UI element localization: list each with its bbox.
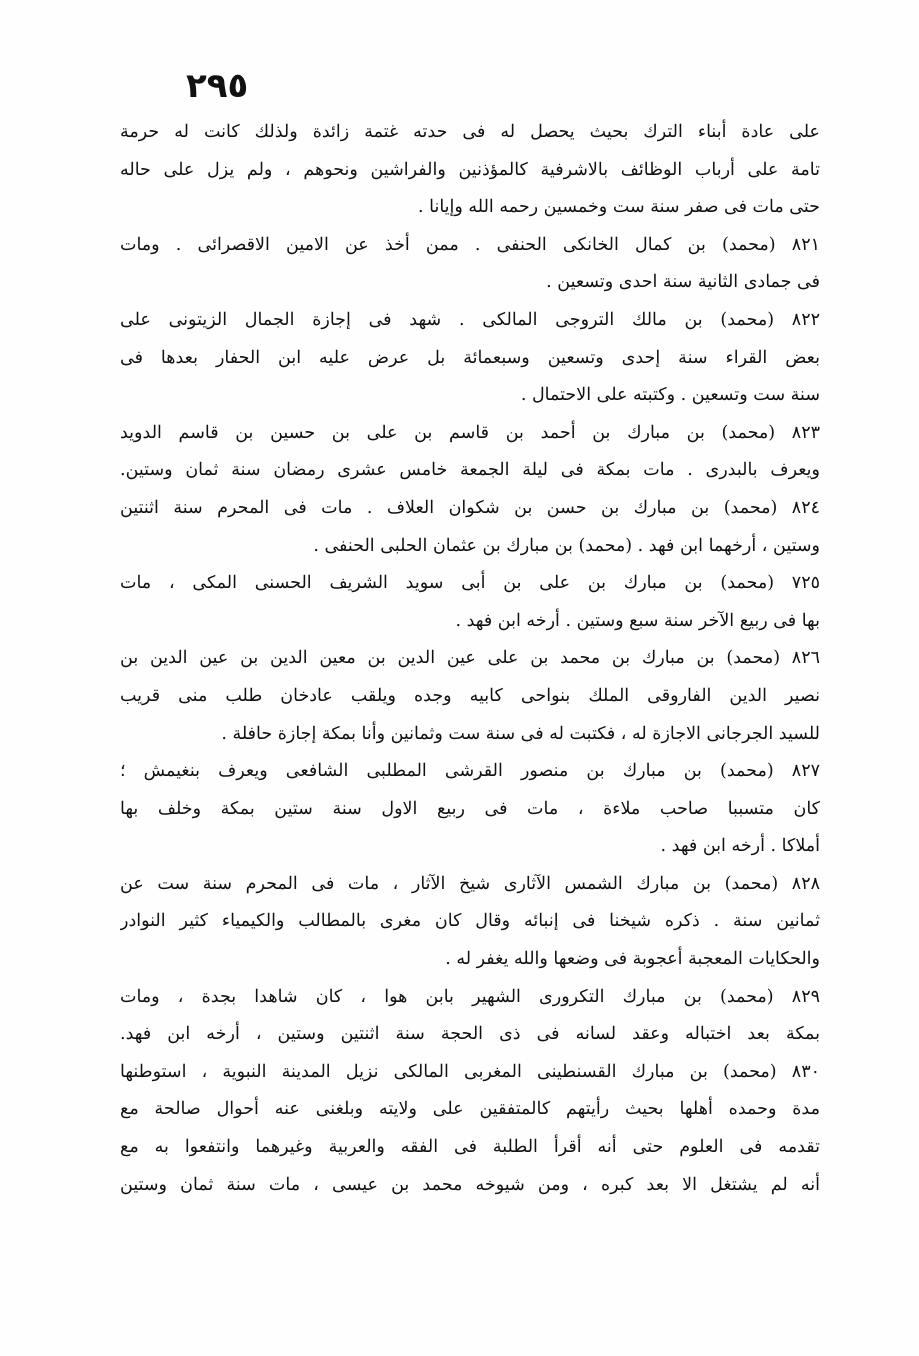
text-line: ٨٢٧ (محمد) بن مبارك بن منصور القرشى المطلبى الشافعى ويعرف بنغيمش ؛ <box>120 761 820 782</box>
text-line: ٨٢٦ (محمد) بن مبارك بن محمد بن على عين الدين بن معين الدين بن عين الدين بن <box>120 648 820 669</box>
text-line: على عادة أبناء الترك بحيث يحصل له فى حدته غتمة زائدة ولذلك كانت له حرمة <box>120 122 820 142</box>
text-line: حتى مات فى صفر سنة ست وخمسين رحمه الله وإيانا . <box>417 197 820 218</box>
text-line: نصير الدين الفاروقى الملك بنواحى كابيه وجده ويلقب عادخان طلب منى قريب <box>120 685 820 706</box>
text-line: تقدمه فى العلوم حتى أنه أقرأ الطلبة فى الفقه والعربية وغيرهما وانتفعوا به مع <box>120 1137 820 1158</box>
text-line: سنة ست وتسعين . وكتبته على الاحتمال . <box>520 385 820 406</box>
text-line: فى جمادى الثانية سنة احدى وتسعين . <box>546 272 820 293</box>
text-line: بمكة بعد اختباله وعقد لسانه فى ذى الحجة سنة اثنتين وستين ، أرخه ابن فهد. <box>120 1024 820 1045</box>
text-line: ٨٢٣ (محمد) بن مبارك بن أحمد بن قاسم بن على بن حسين بن قاسم الدويد <box>120 422 820 443</box>
text-line: كان متسببا صاحب ملاءة ، مات فى ربيع الاول سنة ستين بمكة وخلف بها <box>120 798 820 819</box>
text-line: للسيد الجرجانى الاجازة له ، فكتبت له فى سنة ست وثمانين وأنا بمكة إجازة حافلة . <box>221 723 820 744</box>
text-line: ٧٢٥ (محمد) بن مبارك بن على بن أبى سويد الشريف الحسنى المكى ، مات <box>120 573 820 594</box>
text-line: ٨٣٠ (محمد) بن مبارك القسنطينى المغربى المالكى نزيل المدينة النبوية ، استوطنها <box>120 1061 820 1082</box>
text-line: مدة وحمده أهلها بحيث رأيتهم كالمتفقين على ولايته وبلغنى عنه أحوال صالحة مع <box>120 1099 820 1120</box>
page-number: ٢٩٥ <box>186 66 249 106</box>
text-line: وستين ، أرخهما ابن فهد . (محمد) بن مبارك بن عثمان الحلبى الحنفى . <box>313 535 820 556</box>
text-line: ويعرف بالبدرى . مات بمكة فى ليلة الجمعة خامس عشرى رمضان سنة ثمان وستين. <box>120 460 820 481</box>
text-line: أملاكا . أرخه ابن فهد . <box>660 836 820 857</box>
text-line: تامة على أرباب الوظائف بالاشرفية كالمؤذنين والفراشين ونحوهم ، ولم يزل على حاله <box>120 159 820 180</box>
text-line: ثمانين سنة . ذكره شيخنا فى إنبائه وقال كان مغرى بالمطالب والكيمياء كثير النوادر <box>120 911 820 932</box>
text-line: بعض القراء سنة إحدى وتسعين وسبعمائة بل عرض عليه ابن الحفار بعدها فى <box>120 347 820 368</box>
text-block <box>120 114 820 1204</box>
text-line: بها فى ربيع الآخر سنة سبع وستين . أرخه ابن فهد . <box>455 610 820 631</box>
text-line: ٨٢٩ (محمد) بن مبارك التكرورى الشهير بابن هوا ، كان شاهدا بجدة ، ومات <box>120 986 820 1007</box>
text-line: والحكايات المعجبة أعجوبة فى وضعها والله يغفر له . <box>445 949 820 970</box>
text-line: ٨٢٢ (محمد) بن مالك التروجى المالكى . شهد فى إجازة الجمال الزيتونى على <box>120 309 820 330</box>
text-line: ٨٢١ (محمد) بن كمال الخانكى الحنفى . ممن أخذ عن الامين الاقصرائى . ومات <box>120 234 820 255</box>
text-line: ٨٢٤ (محمد) بن مبارك بن حسن بن شكوان العلاف . مات فى المحرم سنة اثنتين <box>120 497 820 518</box>
text-line: أنه لم يشتغل الا بعد كبره ، ومن شيوخه محمد بن عيسى ، مات سنة ثمان وستين <box>120 1174 820 1195</box>
text-line: ٨٢٨ (محمد) بن مبارك الشمس الآثارى شيخ الآثار ، مات فى المحرم سنة ست عن <box>120 873 820 894</box>
